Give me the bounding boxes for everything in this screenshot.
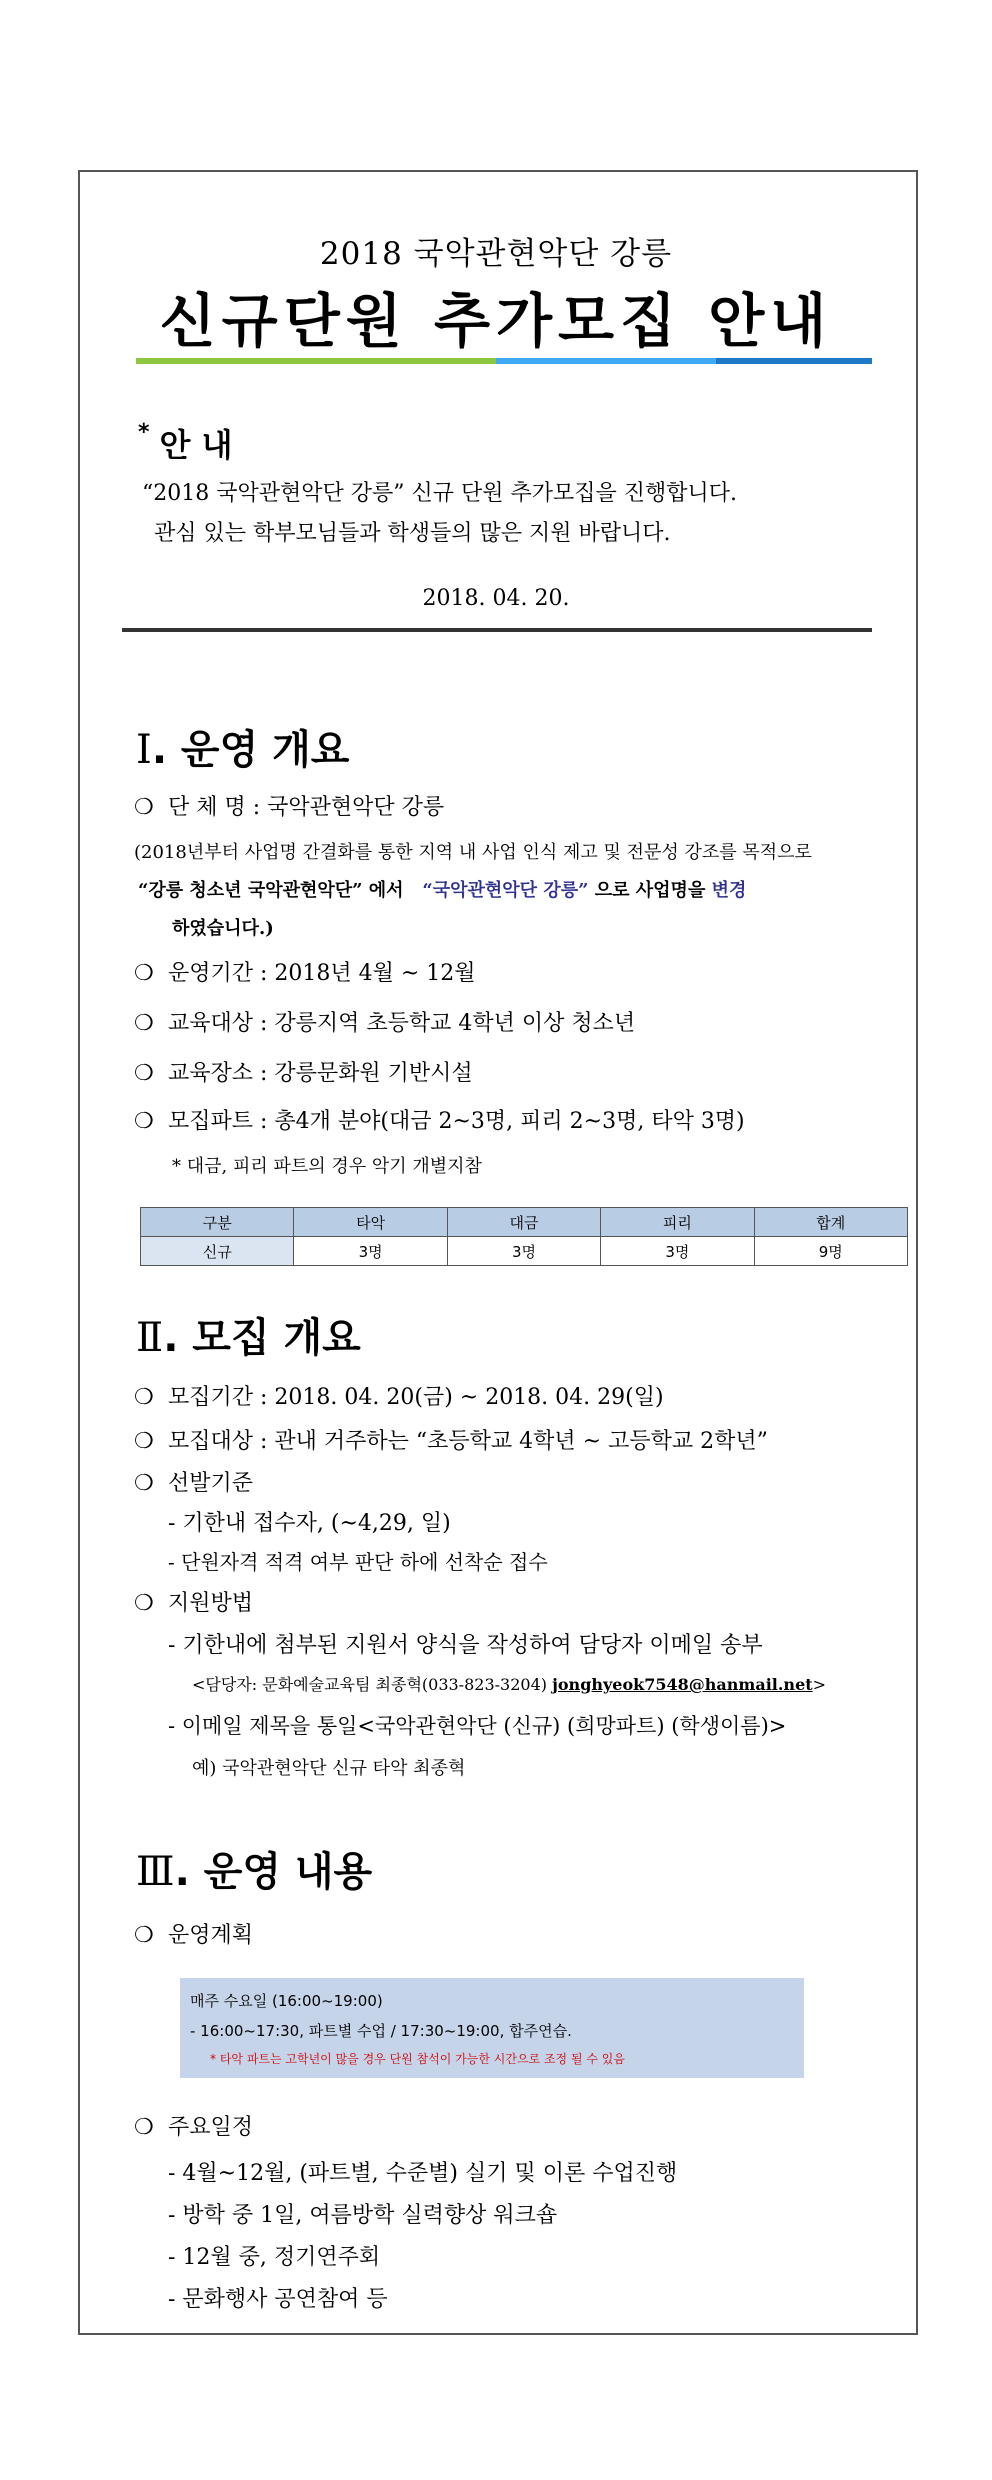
schedule: ❍ 주요일정 xyxy=(134,2115,254,2140)
email-example: 예) 국악관현악단 신규 타악 최종혁 xyxy=(192,1758,466,1779)
contact-email[interactable]: jonghyeok7548@hanmail.net xyxy=(552,1675,813,1694)
table-cell: 3명 xyxy=(601,1237,754,1266)
title-bar-green xyxy=(136,358,496,364)
table-header-cell: 구분 xyxy=(141,1208,294,1237)
table-cell: 9명 xyxy=(754,1237,907,1266)
guide-line-1: “2018 국악관현악단 강릉” 신규 단원 추가모집을 진행합니다. xyxy=(142,481,737,506)
note-line-2: “강릉 청소년 국악관현악단” 에서 “국악관현악단 강릉” 으로 사업명을 변경 xyxy=(138,880,747,901)
table-cell: 신규 xyxy=(141,1237,294,1266)
guide-heading-text: 안 내 xyxy=(159,426,233,464)
section-2-title: Ⅱ. 모집 개요 xyxy=(136,1315,361,1361)
parts-note: * 대금, 피리 파트의 경우 악기 개별지참 xyxy=(172,1156,482,1177)
place: ❍ 교육장소 : 강릉문화원 기반시설 xyxy=(134,1061,473,1086)
period: ❍ 운영기간 : 2018년 4월 ~ 12월 xyxy=(134,961,476,986)
table-header-row xyxy=(141,1208,908,1237)
guide-heading xyxy=(138,420,232,466)
recruit-period: ❍ 모집기간 : 2018. 04. 20(금) ~ 2018. 04. 29(일) xyxy=(134,1385,664,1410)
subtitle: 2018 국악관현악단 강릉 xyxy=(319,236,673,272)
method-2: - 이메일 제목을 통일<국악관현악단 (신규) (희망파트) (학생이름)> xyxy=(168,1714,787,1738)
parts: ❍ 모집파트 : 총4개 분야(대금 2~3명, 피리 2~3명, 타악 3명) xyxy=(134,1109,745,1134)
schedule-item-1: - 4월~12월, (파트별, 수준별) 실기 및 이론 수업진행 xyxy=(168,2161,678,2186)
note-line-1: (2018년부터 사업명 간결화를 통한 지역 내 사업 인식 제고 및 전문성 강조를 목적으로 xyxy=(134,842,812,863)
method-1: - 기한내에 첨부된 지원서 양식을 작성하여 담당자 이메일 송부 xyxy=(168,1633,763,1658)
method: ❍ 지원방법 xyxy=(134,1591,254,1616)
org-name: ❍ 단 체 명 : 국악관현악단 강릉 xyxy=(134,795,445,820)
section-3-title: Ⅲ. 운영 내용 xyxy=(136,1849,373,1895)
section-1-title: Ⅰ. 운영 개요 xyxy=(136,727,350,773)
page-title: 신규단원 추가모집 안내 xyxy=(159,287,833,355)
schedule-item-3: - 12월 중, 정기연주회 xyxy=(168,2245,381,2270)
divider xyxy=(122,628,872,632)
table-row xyxy=(141,1237,908,1266)
note-line-3: 하였습니다.) xyxy=(172,918,274,939)
plan: ❍ 운영계획 xyxy=(134,1923,254,1948)
box-line-3: * 타악 파트는 고학년이 많을 경우 단원 참석이 가능한 시간으로 조정 될 수 있음 xyxy=(210,2052,625,2066)
criteria-1: - 기한내 접수자, (~4,29, 일) xyxy=(168,1511,451,1536)
schedule-item-2: - 방학 중 1일, 여름방학 실력향상 워크숍 xyxy=(168,2203,558,2228)
criteria: ❍ 선발기준 xyxy=(134,1471,254,1496)
table-cell: 3명 xyxy=(447,1237,600,1266)
table-header-cell: 합계 xyxy=(754,1208,907,1237)
recruit-table xyxy=(140,1207,908,1266)
recruit-target: ❍ 모집대상 : 관내 거주하는 “초등학교 4학년 ~ 고등학교 2학년” xyxy=(134,1429,768,1454)
target: ❍ 교육대상 : 강릉지역 초등학교 4학년 이상 청소년 xyxy=(134,1011,636,1036)
schedule-item-4: - 문화행사 공연참여 등 xyxy=(168,2287,388,2312)
box-line-2: - 16:00~17:30, 파트별 수업 / 17:30~19:00, 합주연습. xyxy=(190,2022,572,2040)
table-header-cell: 대금 xyxy=(447,1208,600,1237)
table-cell: 3명 xyxy=(294,1237,447,1266)
contact-line: <담당자: 문화예술교육팀 최종혁(033-823-3204) jonghyeok7548@hanmail.net> xyxy=(192,1675,827,1694)
title-bar-blue xyxy=(716,358,872,364)
schedule-box xyxy=(180,1978,804,2078)
table-header-cell: 타악 xyxy=(294,1208,447,1237)
table-header-cell: 피리 xyxy=(601,1208,754,1237)
criteria-2: - 단원자격 적격 여부 판단 하에 선착순 접수 xyxy=(168,1550,548,1574)
note-mark: * xyxy=(138,420,150,445)
box-line-1: 매주 수요일 (16:00~19:00) xyxy=(190,1992,383,2010)
title-bar-light-blue xyxy=(496,358,716,364)
guide-date: 2018. 04. 20. xyxy=(422,586,570,611)
guide-line-2: 관심 있는 학부모님들과 학생들의 많은 지원 바랍니다. xyxy=(154,521,671,546)
